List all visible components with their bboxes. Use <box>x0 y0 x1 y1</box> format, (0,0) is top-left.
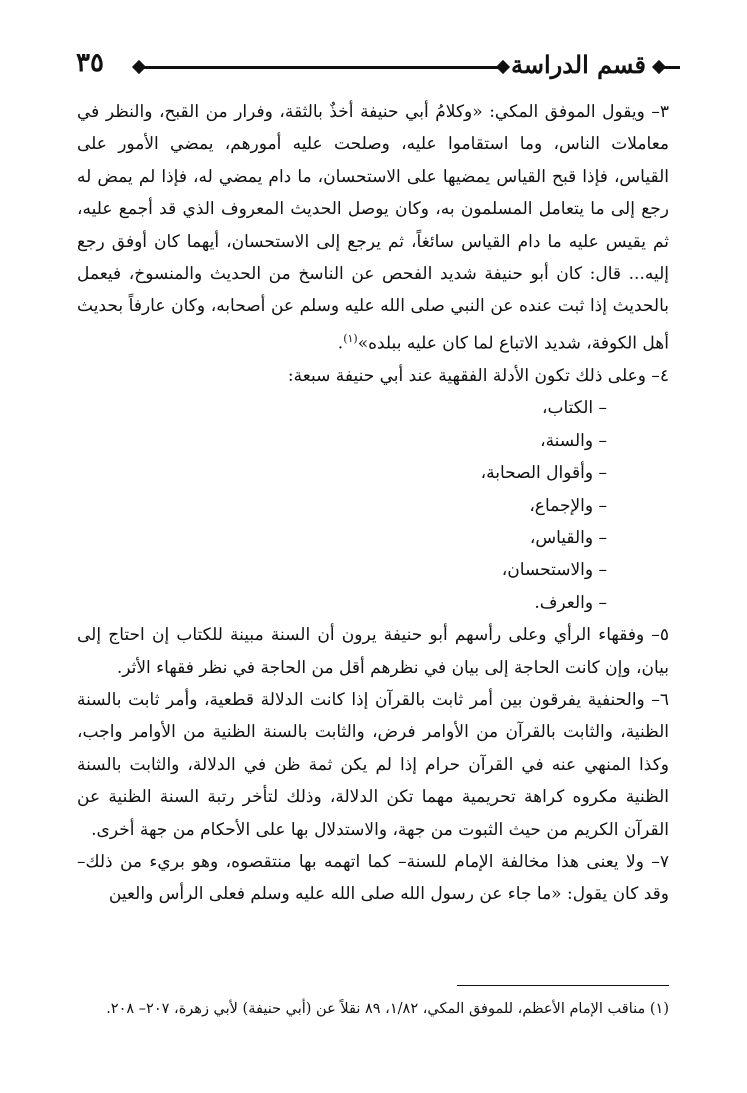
list-item: – والسنة، <box>540 430 607 451</box>
footnote: (١) مناقب الإمام الأعظم، للموفق المكي، ١/٨٢، ٨٩ نقلاً عن (أبي حنيفة) لأبي زهرة، ٢٠٧– ٢٠٨. <box>106 1001 669 1017</box>
list-item: – والإجماع، <box>529 495 607 516</box>
page-number: ٣٥ <box>76 48 104 78</box>
running-header <box>72 48 684 88</box>
list-item: – الكتاب، <box>542 398 607 419</box>
paragraph-5: ٥– وفقهاء الرأي وعلى رأسهم أبو حنيفة يرون أن السنة مبينة للكتاب إن احتاج إلى بيان، وإن كانت الحاجة إلى بيان في نظرهم أقل من الحاجة في نظر فقهاء الأثر. <box>77 625 669 678</box>
footnote-reference: (١) <box>343 331 358 345</box>
header-diamond-right <box>652 60 666 74</box>
paragraph-4: ٤– وعلى ذلك تكون الأدلة الفقهية عند أبي حنيفة سبعة: <box>287 365 669 386</box>
evidence-list <box>77 392 669 619</box>
footnote-rule <box>457 985 669 986</box>
list-item: – وأقوال الصحابة، <box>480 463 607 484</box>
paragraph-3-text: ٣– ويقول الموفق المكي: «وكلامُ أبي حنيفة أخذٌ بالثقة، وفرار من القبح، والنظر في معاملات الناس، وما استقاموا عليه، وصلحت عليه أمورهم، يمضي الأمور على القياس، فإذا قبح القياس يمضيها على الاستحسان، ما دام يمضي له، فإذا لم يمض له رجع إلى ما يتعامل المسلمون به، وكان يوصل الحديث المعروف الذي قد أجمع عليه، ثم يقيس عليه ما دام القياس سائغاً، ثم يرجع إلى الاستحسان، أيهما كان أوفق رجع إليه... قال: كان أبو حنيفة شديد الفحص عن الناسخ من الحديث والمنسوخ، فيعمل بالحديث إذا ثبت عنده عن النبي صلى الله عليه وسلم عن أصحابه، وكان عارفاً بحديث أهل الكوفة، شديد الاتباع لما كان عليه ببلده» <box>77 102 669 354</box>
list-item: – والقياس، <box>529 527 607 548</box>
list-item: – والعرف. <box>534 592 607 613</box>
list-item: – والاستحسان، <box>501 560 607 581</box>
paragraph-7: ٧– ولا يعنى هذا مخالفة الإمام للسنة– كما اتهمه بها منتقصوه، وهو بريء من ذلك– وقد كان يقول: «ما جاء عن رسول الله صلى الله عليه وسلم فعلى الرأس والعين <box>77 852 669 905</box>
header-diamond-left <box>132 60 146 74</box>
paragraph-6: ٦– والحنفية يفرقون بين أمر ثابت بالقرآن إذا كانت الدلالة قطعية، وأمر ثابت بالسنة الظنية، والثابت بالقرآن من الأوامر فرض، والثابت بالسنة الظنية من الأوامر واجب، وكذا المنهي عنه في القرآن حرام إذا لم يكن ثمة ظن في الدلالة، والثابت بالسنة الظنية مكروه كراهة تحريمية مهما تكن الدلالة، وذلك لتأخر رتبة السنة الظنية عن القرآن الكريم من حيث الثبوت من جهة، والاستدلال بها على الأحكام من جهة أخرى. <box>77 689 669 840</box>
paragraph-3 <box>77 96 669 360</box>
paragraph-3-end: . <box>337 333 344 354</box>
body-text <box>77 96 669 911</box>
header-rule <box>140 66 502 69</box>
section-title: قسم الدراسة <box>510 50 646 79</box>
